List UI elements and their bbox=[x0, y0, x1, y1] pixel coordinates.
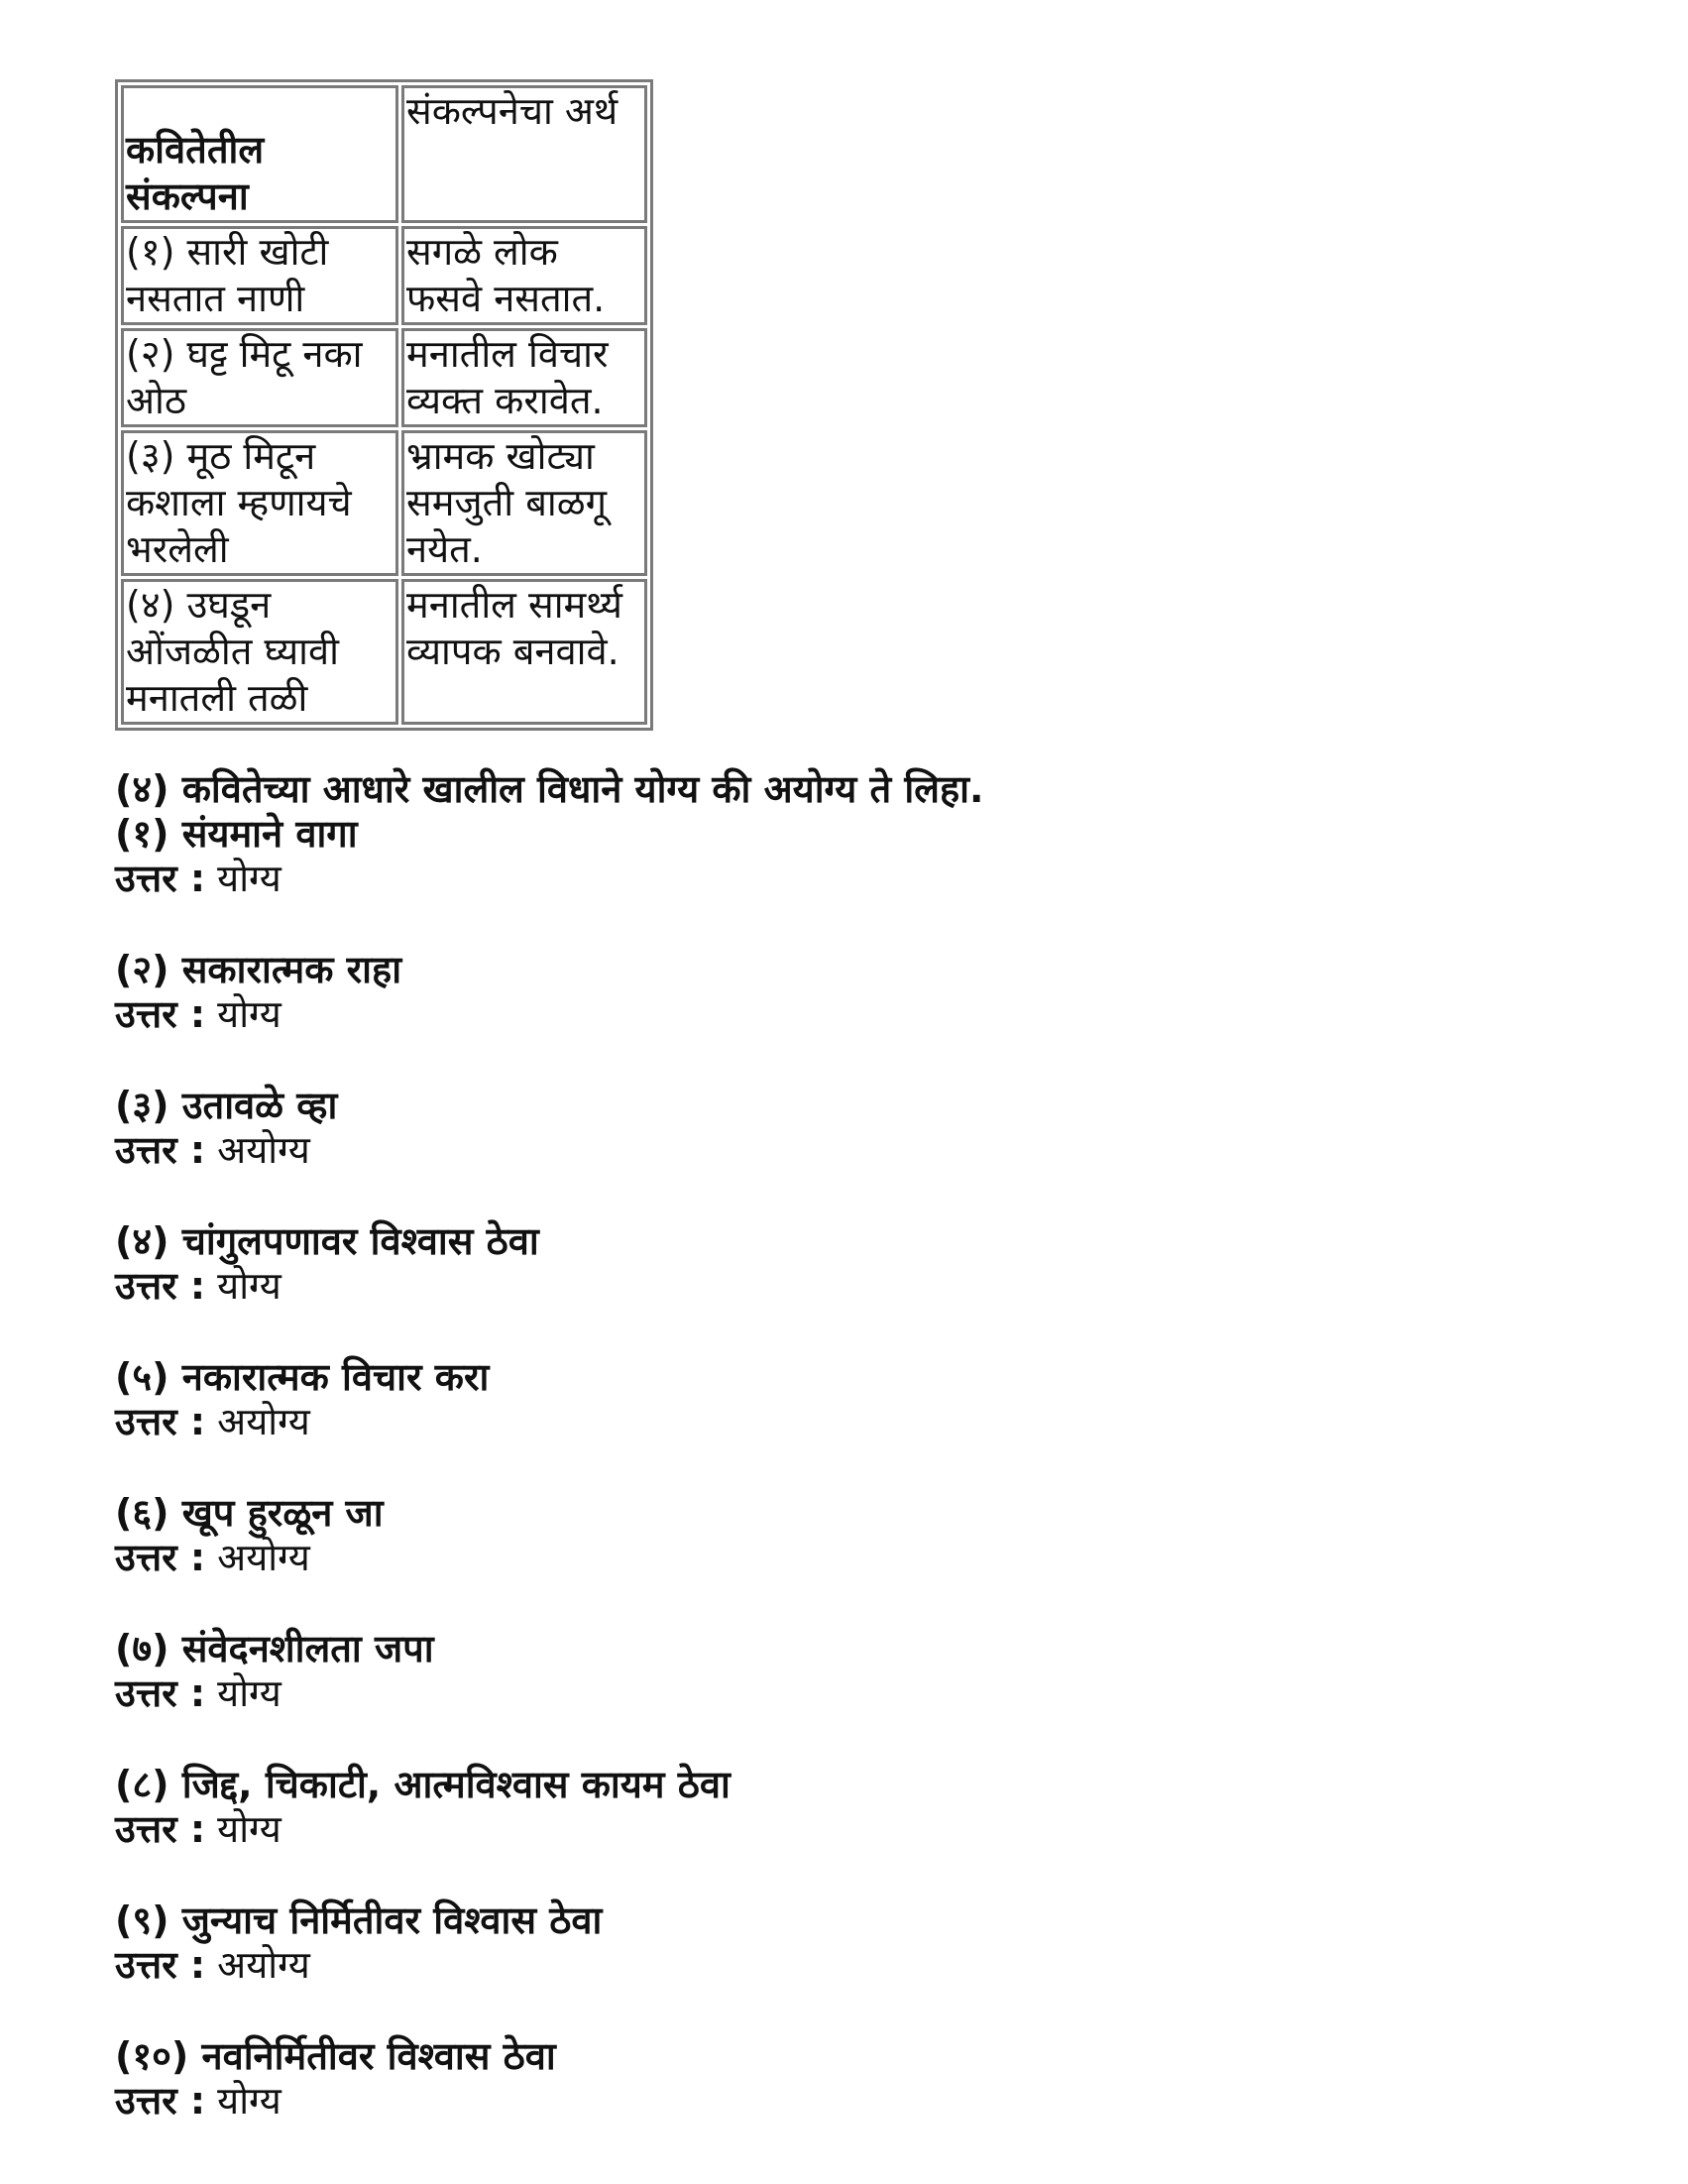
meaning-cell: भ्रामक खोट्या समजुती बाळगू नयेत. bbox=[401, 430, 647, 576]
answer-value: अयोग्य bbox=[217, 1128, 310, 1172]
answer-line bbox=[115, 1807, 1602, 1852]
answer-line bbox=[115, 992, 1602, 1037]
statement-text: (७) संवेदनशीलता जपा bbox=[115, 1627, 434, 1670]
list-item bbox=[115, 1627, 1602, 1716]
table-row bbox=[121, 226, 647, 325]
concept-cell: (३) मूठ मिटून कशाला म्हणायचे भरलेली bbox=[121, 430, 398, 576]
answer-line bbox=[115, 1128, 1602, 1173]
document-page bbox=[115, 79, 1602, 2124]
statement-text: (१) संयमाने वागा bbox=[115, 812, 358, 856]
meaning-cell: मनातील सामर्थ्य व्यापक बनवावे. bbox=[401, 579, 647, 725]
header-meaning-cell: संकल्पनेचा अर्थ bbox=[401, 85, 647, 223]
list-item bbox=[115, 948, 1602, 1037]
table-row bbox=[121, 579, 647, 725]
meaning-cell: मनातील विचार व्यक्त करावेत. bbox=[401, 328, 647, 427]
statement-text: (६) खूप हुरळून जा bbox=[115, 1491, 384, 1535]
list-item bbox=[115, 1084, 1602, 1173]
list-item bbox=[115, 812, 1602, 901]
meaning-cell: सगळे लोक फसवे नसतात. bbox=[401, 226, 647, 325]
answer-label: उत्तर : bbox=[115, 1536, 206, 1579]
table-header-row bbox=[121, 85, 647, 223]
answer-label: उत्तर : bbox=[115, 1400, 206, 1443]
concept-cell: (२) घट्ट मिटू नका ओठ bbox=[121, 328, 398, 427]
statement-text: (९) जुन्याच निर्मितीवर विश्वास ठेवा bbox=[115, 1898, 603, 1942]
answer-line bbox=[115, 2079, 1602, 2124]
answer-line bbox=[115, 1943, 1602, 1988]
answer-value: योग्य bbox=[217, 2079, 281, 2123]
answer-value: योग्य bbox=[217, 1671, 281, 1715]
list-item bbox=[115, 1491, 1602, 1580]
answer-label: उत्तर : bbox=[115, 1807, 206, 1851]
answer-value: अयोग्य bbox=[217, 1943, 310, 1987]
answer-label: उत्तर : bbox=[115, 2079, 206, 2123]
answer-line bbox=[115, 1671, 1602, 1716]
list-item bbox=[115, 1219, 1602, 1309]
answer-value: योग्य bbox=[217, 857, 281, 900]
answer-line bbox=[115, 857, 1602, 901]
list-item bbox=[115, 1763, 1602, 1852]
table-row bbox=[121, 328, 647, 427]
header-concept-cell: कवितेतील संकल्पना bbox=[121, 85, 398, 223]
statement-text: (३) उतावळे व्हा bbox=[115, 1084, 338, 1127]
statement-text: (२) सकारात्मक राहा bbox=[115, 948, 402, 991]
answer-line bbox=[115, 1264, 1602, 1309]
statement-text: (८) जिद्द, चिकाटी, आत्मविश्वास कायम ठेवा bbox=[115, 1763, 731, 1806]
statement-text: (५) नकारात्मक विचार करा bbox=[115, 1355, 490, 1399]
answer-label: उत्तर : bbox=[115, 857, 206, 900]
answer-value: योग्य bbox=[217, 1807, 281, 1851]
answer-value: योग्य bbox=[217, 1264, 281, 1308]
table-row bbox=[121, 430, 647, 576]
statement-text: (१०) नवनिर्मितीवर विश्वास ठेवा bbox=[115, 2034, 556, 2078]
statement-text: (४) चांगुलपणावर विश्वास ठेवा bbox=[115, 1219, 539, 1263]
answer-line bbox=[115, 1400, 1602, 1444]
list-item bbox=[115, 1898, 1602, 1988]
answer-value: योग्य bbox=[217, 992, 281, 1036]
answer-label: उत्तर : bbox=[115, 1671, 206, 1715]
answer-label: उत्तर : bbox=[115, 1128, 206, 1172]
list-item bbox=[115, 1355, 1602, 1444]
answer-label: उत्तर : bbox=[115, 1943, 206, 1987]
answer-value: अयोग्य bbox=[217, 1536, 310, 1579]
answer-label: उत्तर : bbox=[115, 992, 206, 1036]
concept-meaning-table bbox=[115, 79, 653, 731]
concept-cell: (१) सारी खोटी नसतात नाणी bbox=[121, 226, 398, 325]
concept-cell: (४) उघडून ओंजळीत घ्यावी मनातली तळी bbox=[121, 579, 398, 725]
answer-label: उत्तर : bbox=[115, 1264, 206, 1308]
answer-line bbox=[115, 1536, 1602, 1580]
statement-list bbox=[115, 812, 1602, 2124]
answer-value: अयोग्य bbox=[217, 1400, 310, 1443]
list-item bbox=[115, 2034, 1602, 2124]
question-heading: (४) कवितेच्या आधारे खालील विधाने योग्य की अयोग्य ते लिहा. bbox=[115, 767, 984, 811]
